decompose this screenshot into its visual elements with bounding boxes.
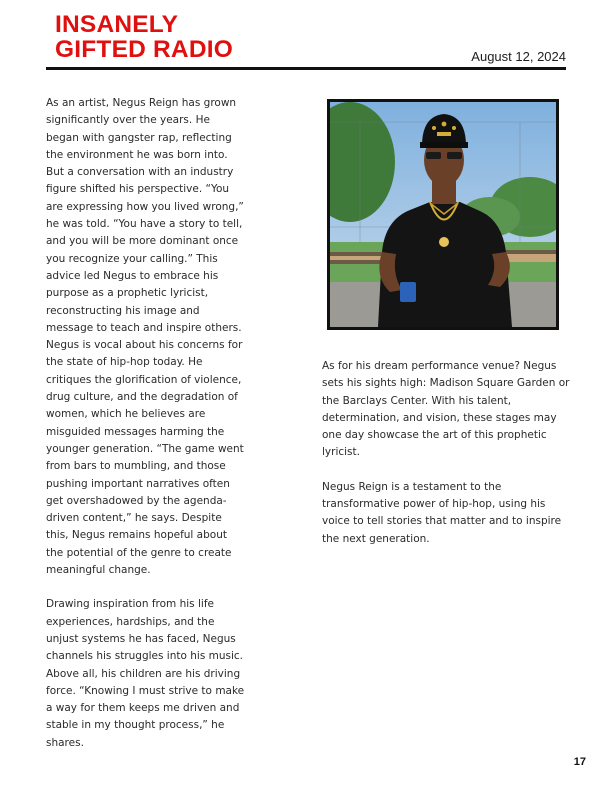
paragraph-artist-growth: As an artist, Negus Reign has grown significantly over the years. He began with gangster rap, reflecting the environment he was born into. But a conversation with an industry figure shifted his perspective. “You are expressing how you lived wrong,” he was told. “You have a story to tell, and you will be more dominant once you recognize your calling.” This advice led Negus to embrace his purpose as a prophetic lyricist, reconstructing his image and message to teach and inspire others.	[46, 97, 244, 334]
header-divider	[46, 67, 566, 70]
issue-date: August 12, 2024	[471, 49, 566, 64]
page-number: 17	[573, 756, 586, 768]
paragraph-hiphop-concerns: Negus is vocal about his concerns for the state of hip-hop today. He critiques the glorification of violence, drug culture, and the degradation of women, which he believes are misguided messages harming the younger generation. “The game went from bars to mumbling, and those pushing important narratives often get overshadowed by the agenda-driven content,” he says. Despite this, Negus remains hopeful about the potential of the genre to create meaningful change.	[46, 339, 244, 577]
paragraph-dream-venue: As for his dream performance venue? Negus sets his sights high: Madison Square Garden or the Barclays Center. With his talent, determination, and vision, these stages may one day showcase the art of this prophetic lyricist.	[322, 360, 570, 459]
masthead-line-1: INSANELY	[55, 11, 179, 38]
artist-photo-illustration	[330, 102, 556, 327]
article-left-column	[46, 95, 246, 752]
article-right-column	[322, 358, 572, 548]
artist-photo	[327, 99, 559, 330]
paragraph-conclusion: Negus Reign is a testament to the transformative power of hip-hop, using his voice to tell stories that matter and to inspire the next generation.	[322, 480, 562, 545]
masthead-title	[55, 12, 233, 62]
paragraph-inspiration: Drawing inspiration from his life experiences, hardships, and the unjust systems he has faced, Negus channels his struggles into his music. Above all, his children are his driving force. “Knowing I must strive to make a way for them keeps me driven and stable in my thought process,” he shares.	[46, 598, 245, 749]
masthead-line-2: GIFTED RADIO	[55, 36, 233, 63]
